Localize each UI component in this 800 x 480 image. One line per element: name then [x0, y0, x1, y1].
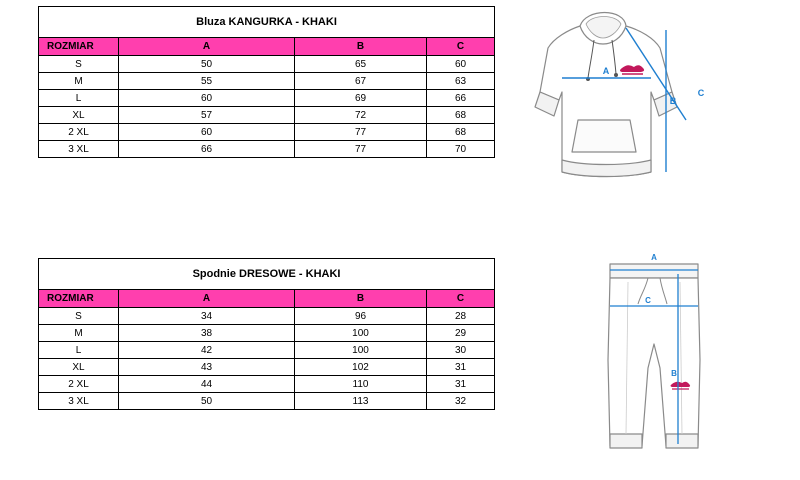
cell-c: 63: [427, 73, 495, 90]
hoodie-pocket: [572, 120, 636, 152]
cell-c: 31: [427, 376, 495, 393]
cell-b: 72: [295, 107, 427, 124]
table-header-row: [39, 290, 495, 308]
measure-label-b: B: [669, 96, 677, 106]
cell-c: 60: [427, 56, 495, 73]
cell-a: 66: [119, 141, 295, 158]
table-row: [39, 308, 495, 325]
size-table-hoodie: [38, 6, 495, 158]
cell-c: 30: [427, 342, 495, 359]
column-header-rozmiar: ROZMIAR: [39, 290, 119, 308]
cell-a: 55: [119, 73, 295, 90]
hoodie-body: [540, 22, 672, 177]
cell-size: 2 XL: [39, 124, 119, 141]
cell-size: 3 XL: [39, 141, 119, 158]
cell-b: 67: [295, 73, 427, 90]
cell-c: 66: [427, 90, 495, 107]
measure-label-c: C: [645, 296, 651, 305]
cell-a: 38: [119, 325, 295, 342]
table-row: [39, 107, 495, 124]
measure-label-a: A: [602, 66, 610, 76]
cell-b: 69: [295, 90, 427, 107]
table-row: [39, 376, 495, 393]
cell-size: L: [39, 342, 119, 359]
cell-a: 57: [119, 107, 295, 124]
drawstring-tip-right: [614, 73, 618, 77]
cell-b: 77: [295, 141, 427, 158]
table-row: [39, 73, 495, 90]
cell-a: 50: [119, 56, 295, 73]
column-header-a: A: [119, 38, 295, 56]
cell-size: XL: [39, 359, 119, 376]
cell-size: L: [39, 90, 119, 107]
cell-b: 113: [295, 393, 427, 410]
table-title-row: [39, 259, 495, 290]
cell-a: 60: [119, 90, 295, 107]
cell-a: 50: [119, 393, 295, 410]
cell-size: XL: [39, 107, 119, 124]
pants-cuff-right: [666, 434, 698, 448]
pants-diagram: [548, 248, 768, 478]
hoodie-diagram: [518, 0, 788, 200]
table-row: [39, 325, 495, 342]
table-row: [39, 124, 495, 141]
cell-c: 29: [427, 325, 495, 342]
cell-c: 68: [427, 124, 495, 141]
cell-size: 3 XL: [39, 393, 119, 410]
table-title-row: [39, 7, 495, 38]
table-row: [39, 56, 495, 73]
pants-cuff-left: [610, 434, 642, 448]
pants-legs: [608, 278, 700, 446]
column-header-c: C: [427, 290, 495, 308]
column-header-b: B: [295, 290, 427, 308]
cell-b: 77: [295, 124, 427, 141]
column-header-rozmiar: ROZMIAR: [39, 38, 119, 56]
cell-a: 43: [119, 359, 295, 376]
cell-b: 102: [295, 359, 427, 376]
cell-b: 100: [295, 342, 427, 359]
table-row: [39, 90, 495, 107]
cell-size: S: [39, 56, 119, 73]
table-title: Spodnie DRESOWE - KHAKI: [39, 259, 495, 290]
cell-c: 31: [427, 359, 495, 376]
table-row: [39, 141, 495, 158]
cell-b: 100: [295, 325, 427, 342]
table-row: [39, 393, 495, 410]
cell-a: 60: [119, 124, 295, 141]
table-title: Bluza KANGURKA - KHAKI: [39, 7, 495, 38]
measure-label-a: A: [651, 253, 657, 262]
cell-a: 42: [119, 342, 295, 359]
measure-label-b: B: [671, 369, 677, 378]
table-row: [39, 359, 495, 376]
column-header-a: A: [119, 290, 295, 308]
cell-size: 2 XL: [39, 376, 119, 393]
measure-label-c: C: [697, 88, 705, 98]
table-row: [39, 342, 495, 359]
pants-waistband: [610, 264, 698, 278]
cell-size: S: [39, 308, 119, 325]
column-header-c: C: [427, 38, 495, 56]
cell-a: 44: [119, 376, 295, 393]
cell-size: M: [39, 325, 119, 342]
cell-b: 65: [295, 56, 427, 73]
cell-c: 70: [427, 141, 495, 158]
size-table-pants: [38, 258, 495, 410]
cell-a: 34: [119, 308, 295, 325]
cell-b: 96: [295, 308, 427, 325]
cell-b: 110: [295, 376, 427, 393]
cell-size: M: [39, 73, 119, 90]
table-header-row: [39, 38, 495, 56]
column-header-b: B: [295, 38, 427, 56]
cell-c: 68: [427, 107, 495, 124]
cell-c: 28: [427, 308, 495, 325]
cell-c: 32: [427, 393, 495, 410]
